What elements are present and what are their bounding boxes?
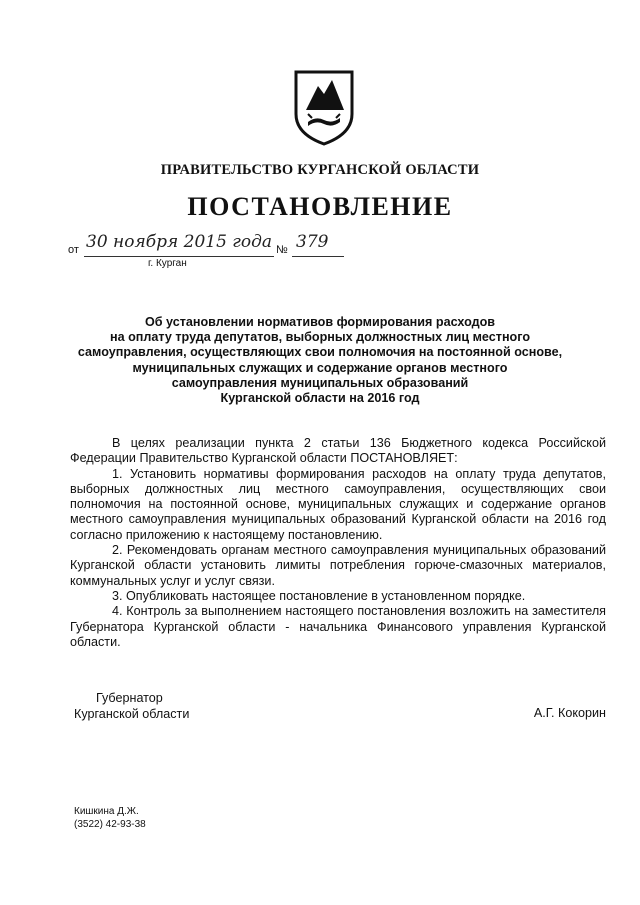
- signatory-name: А.Г. Кокорин: [533, 706, 606, 720]
- decree-body: [70, 436, 606, 650]
- from-label: от: [68, 244, 79, 256]
- title-line: муниципальных служащих и содержание органов местного: [132, 360, 508, 375]
- government-name: ПРАВИТЕЛЬСТВО КУРГАНСКОЙ ОБЛАСТИ: [160, 162, 480, 178]
- title-line: Об установлении нормативов формирования расходов: [144, 315, 496, 329]
- handwritten-number: 379: [296, 232, 329, 252]
- contact-info: [74, 805, 146, 831]
- signature-region: Курганской области: [74, 707, 190, 721]
- title-line: самоуправления, осуществляющих свои полномочия на постоянной основе,: [77, 345, 563, 360]
- decree-title: [70, 315, 570, 406]
- number-label: №: [276, 244, 288, 256]
- body-paragraph: 2. Рекомендовать органам местного самоуправления муниципальных образований Курганской области установить лимиты потребления горюче-смазочных материалов, коммунальных услуг и услуг связи.: [70, 543, 606, 588]
- date-underline: [84, 256, 274, 257]
- number-underline: [292, 256, 344, 257]
- body-paragraph: В целях реализации пункта 2 статьи 136 Бюджетного кодекса Российской Федерации Правительство Курганской области ПОСТАНОВЛЯЕТ:: [70, 436, 606, 466]
- signature-position: [74, 690, 189, 722]
- title-line: на оплату труда депутатов, выборных должностных лиц местного: [109, 330, 531, 345]
- signature-title: Губернатор: [96, 691, 163, 705]
- contact-phone: (3522) 42-93-38: [74, 819, 146, 830]
- dateline: [68, 232, 368, 272]
- document-type-heading: ПОСТАНОВЛЕНИЕ: [187, 192, 453, 221]
- coat-of-arms-emblem: [294, 70, 354, 146]
- city-label: г. Курган: [148, 258, 187, 269]
- body-paragraph: 1. Установить нормативы формирования расходов на оплату труда депутатов, выборных должностных лиц местного самоуправления, осуществляющих свои полномочия на постоянной основе, муниципальных служащих и содержание органов местного самоуправления муниципальных образований Курганской области на 2016 год согласно приложению к настоящему постановлению.: [70, 466, 606, 542]
- body-paragraph: 4. Контроль за выполнением настоящего постановления возложить на заместителя Губернатора Курганской области - начальника Финансового управления Курганской области.: [70, 604, 606, 649]
- contact-name: Кишкина Д.Ж.: [74, 806, 139, 817]
- handwritten-date: 30 ноября 2015 года: [86, 232, 273, 252]
- title-line: самоуправления муниципальных образований: [171, 375, 469, 390]
- title-line: Курганской области на 2016 год: [220, 391, 420, 406]
- body-paragraph: 3. Опубликовать настоящее постановление в установленном порядке.: [112, 588, 526, 603]
